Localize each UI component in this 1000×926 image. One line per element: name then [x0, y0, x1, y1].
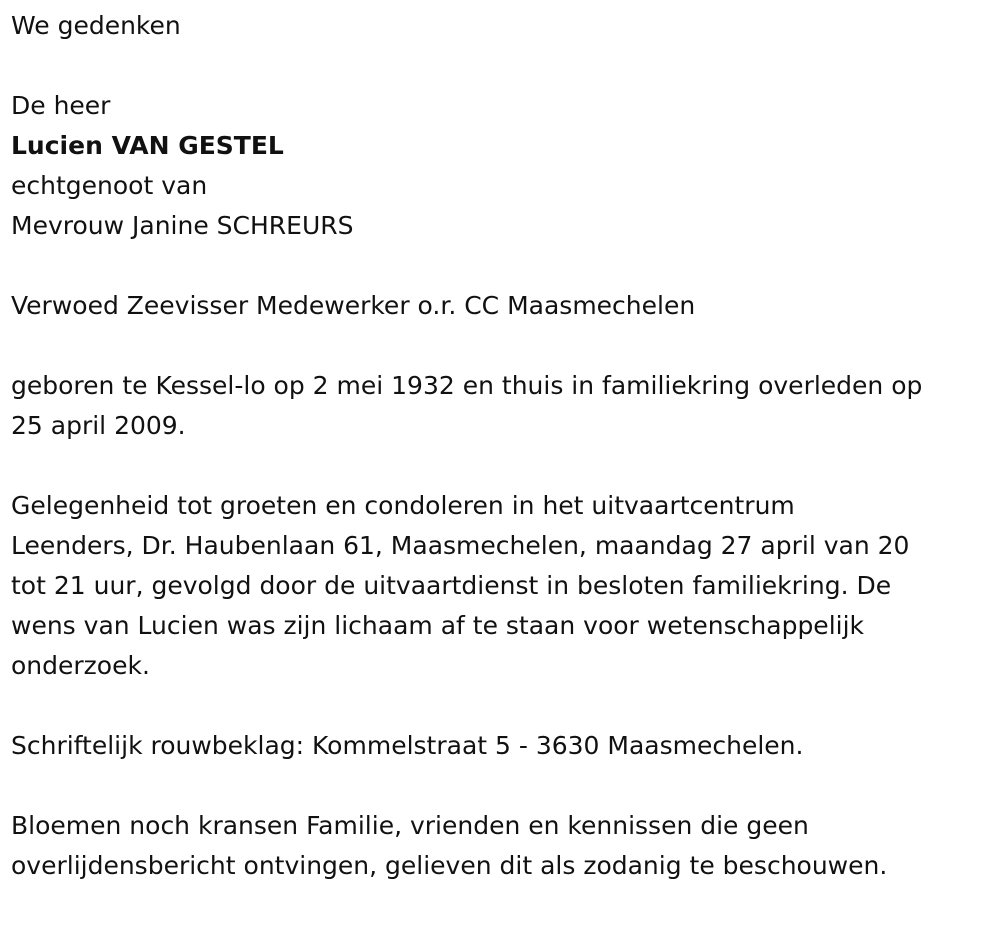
- relation-text: echtgenoot van: [11, 171, 208, 200]
- obituary-notice: [11, 6, 986, 886]
- spacer: [11, 246, 986, 286]
- paragraph-line: Gelegenheid tot groeten en condoleren in het uitvaartcentrum: [11, 491, 795, 520]
- birth-death-paragraph: [11, 366, 986, 446]
- salutation-text: De heer: [11, 91, 111, 120]
- closing-paragraph: [11, 806, 986, 886]
- paragraph-line: Leenders, Dr. Haubenlaan 61, Maasmechelen, maandag 27 april van 20: [11, 531, 910, 560]
- paragraph-line: overlijdensbericht ontvingen, gelieven dit als zodanig te beschouwen.: [11, 851, 888, 880]
- paragraph-line: Bloemen noch kransen Familie, vrienden en kennissen die geen: [11, 811, 809, 840]
- deceased-name: Lucien VAN GESTEL: [11, 131, 284, 160]
- paragraph-line: 25 april 2009.: [11, 411, 186, 440]
- intro-text: We gedenken: [11, 11, 181, 40]
- spacer: [11, 766, 986, 806]
- occupation-text: Verwoed Zeevisser Medewerker o.r. CC Maasmechelen: [11, 291, 696, 320]
- spacer: [11, 686, 986, 726]
- spacer: [11, 326, 986, 366]
- spacer: [11, 46, 986, 86]
- spouse-name: Mevrouw Janine SCHREURS: [11, 211, 354, 240]
- paragraph-line: tot 21 uur, gevolgd door de uitvaartdienst in besloten familiekring. De: [11, 571, 892, 600]
- address-text: Schriftelijk rouwbeklag: Kommelstraat 5 - 3630 Maasmechelen.: [11, 731, 804, 760]
- paragraph-line: geboren te Kessel-lo op 2 mei 1932 en thuis in familiekring overleden op: [11, 371, 923, 400]
- paragraph-line: onderzoek.: [11, 651, 150, 680]
- spacer: [11, 446, 986, 486]
- condolences-paragraph: [11, 486, 986, 686]
- paragraph-line: wens van Lucien was zijn lichaam af te staan voor wetenschappelijk: [11, 611, 865, 640]
